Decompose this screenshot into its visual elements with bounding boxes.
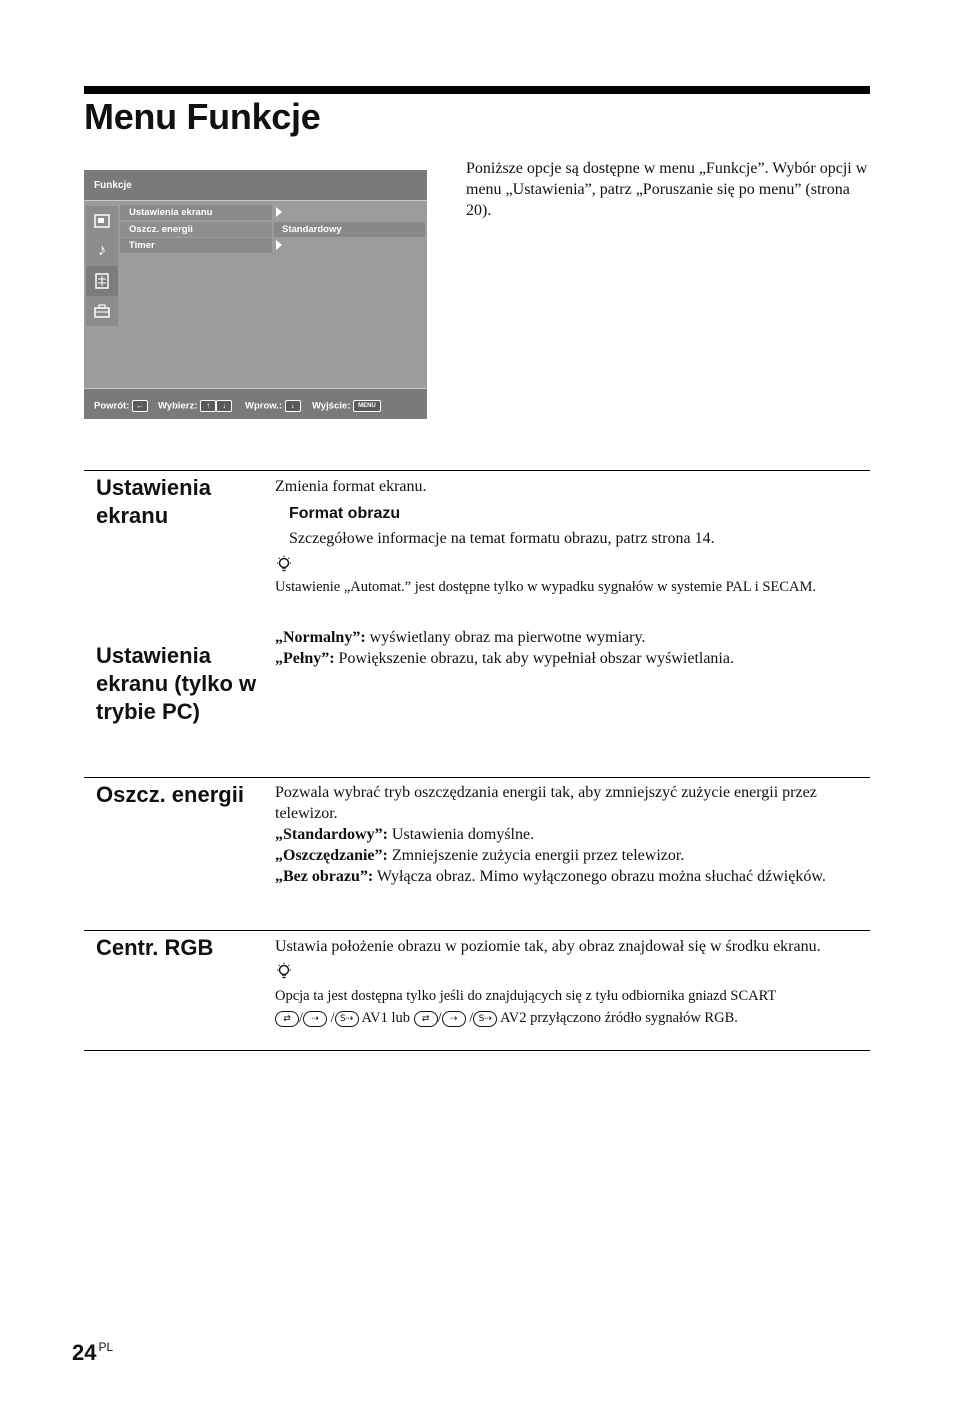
option-label: „Oszczędzanie”: <box>275 847 388 864</box>
footer-exit <box>312 400 381 412</box>
option-oszczedzanie <box>275 845 875 866</box>
page-number-value: 24 <box>72 1340 97 1365</box>
tip-av1-text: AV1 lub <box>361 1010 410 1026</box>
lightbulb-tip-icon <box>275 962 293 980</box>
title-bar-rule <box>84 86 870 94</box>
section-description: Zmienia format ekranu. <box>275 478 427 495</box>
tv-menu-screenshot <box>84 170 427 419</box>
footer-select <box>158 400 232 412</box>
tv-menu-item-label: Oszcz. energii <box>129 224 193 235</box>
section-title-ustawienia-ekranu: Ustawienia ekranu <box>96 475 211 528</box>
section-divider <box>84 1050 870 1051</box>
section-divider <box>84 470 870 471</box>
option-label: „Bez obrazu”: <box>275 868 374 885</box>
option-text: Wyłącza obraz. Mimo wyłączonego obrazu można słuchać dźwięków. <box>373 868 826 885</box>
section-description: Pozwala wybrać tryb oszczędzania energii tak, aby zmniejszyć zużycie energii przez telewizor. <box>275 784 817 822</box>
option-normalny <box>275 627 875 648</box>
tip-text: Opcja ta jest dostępna tylko jeśli do znajdujących się z tyłu odbiornika gniazd SCART <box>275 988 777 1004</box>
option-label: „Standardowy”: <box>275 826 388 843</box>
picture-icon <box>86 206 118 236</box>
section-title-centr-rgb: Centr. RGB <box>96 935 214 960</box>
tv-menu-item-label: Timer <box>129 240 155 251</box>
tv-menu-item-oszcz-energii[interactable] <box>120 222 272 237</box>
arrow-left-key-icon: ← <box>132 400 148 412</box>
page-language: PL <box>98 1340 114 1354</box>
scart-input-icon: ⇄ <box>275 1011 299 1027</box>
option-label: „Normalny”: <box>275 629 366 646</box>
features-icon <box>86 266 118 296</box>
tv-menu-divider <box>84 200 427 201</box>
lightbulb-tip-icon <box>275 555 293 573</box>
arrow-down-key-icon: ↓ <box>216 400 232 412</box>
section-divider <box>84 930 870 931</box>
section-title-ustawienia-ekranu-pc: Ustawienia ekranu (tylko w trybie PC) <box>96 643 257 724</box>
subsection-title-format-obrazu: Format obrazu <box>289 505 401 522</box>
arrow-up-key-icon: ↑ <box>200 400 216 412</box>
section-divider <box>84 777 870 778</box>
footer-back <box>94 400 148 412</box>
video-input-icon: ⇢ <box>303 1011 327 1027</box>
tv-menu-value-label: Standardowy <box>282 224 342 235</box>
footer-back-label: Powrót: <box>94 400 130 412</box>
subsection-description: Szczegółowe informacje na temat formatu obrazu, patrz strona 14. <box>289 530 715 547</box>
section-title-oszcz-energii: Oszcz. energii <box>96 782 244 807</box>
page-number <box>72 1340 113 1366</box>
toolbox-icon <box>86 296 118 326</box>
intro-paragraph: Poniższe opcje są dostępne w menu „Funkcje”. Wybór opcji w menu „Ustawienia”, patrz „Poruszanie się po menu” (strona 20). <box>466 160 868 219</box>
tv-menu-footer <box>84 389 427 419</box>
s-video-input-icon: S⇢ <box>335 1011 359 1027</box>
enter-key-icon: ↓ <box>285 400 301 412</box>
video-input-icon: ⇢ <box>442 1011 466 1027</box>
option-text: Powiększenie obrazu, tak aby wypełniał obszar wyświetlania. <box>334 650 734 667</box>
section-description: Ustawia położenie obrazu w poziomie tak, aby obraz znajdował się w środku ekranu. <box>275 938 821 955</box>
page-title: Menu Funkcje <box>84 96 321 137</box>
option-label: „Pełny”: <box>275 650 335 667</box>
submenu-arrow-icon <box>276 207 282 217</box>
footer-exit-label: Wyjście: <box>312 400 351 412</box>
music-note-icon: ♪ <box>86 236 118 266</box>
tip-text: Ustawienie „Automat.” jest dostępne tylko w wypadku sygnałów w systemie PAL i SECAM. <box>275 579 817 595</box>
scart-input-icon: ⇄ <box>414 1011 438 1027</box>
option-pelny <box>275 648 875 669</box>
footer-enter-label: Wprow.: <box>245 400 283 412</box>
tv-menu-item-ustawienia-ekranu[interactable] <box>120 205 272 220</box>
tip-text-connectors: ⇄ / ⇢ / S⇢ AV1 lub ⇄ / ⇢ / S⇢ AV2 przyłączono źródło sygnałów RGB. <box>275 1008 875 1029</box>
tv-menu-item-label: Ustawienia ekranu <box>129 207 213 218</box>
footer-enter <box>245 400 301 412</box>
option-bez-obrazu <box>275 866 835 887</box>
option-text: Ustawienia domyślne. <box>387 826 535 843</box>
tv-menu-item-value[interactable] <box>274 222 425 237</box>
option-standardowy <box>275 824 875 845</box>
tv-menu-item-timer[interactable] <box>120 238 272 253</box>
tip-av2-text: AV2 przyłączono źródło sygnałów RGB. <box>500 1010 738 1026</box>
tv-menu-icon-column <box>86 206 118 326</box>
tv-menu-header-label: Funkcje <box>94 180 132 191</box>
submenu-arrow-icon <box>276 240 282 250</box>
option-text: wyświetlany obraz ma pierwotne wymiary. <box>365 629 646 646</box>
menu-key-icon: MENU <box>353 400 381 412</box>
s-video-input-icon: S⇢ <box>473 1011 497 1027</box>
tv-menu-header <box>84 170 427 200</box>
footer-select-label: Wybierz: <box>158 400 198 412</box>
option-text: Zmniejszenie zużycia energii przez telewizor. <box>387 847 685 864</box>
